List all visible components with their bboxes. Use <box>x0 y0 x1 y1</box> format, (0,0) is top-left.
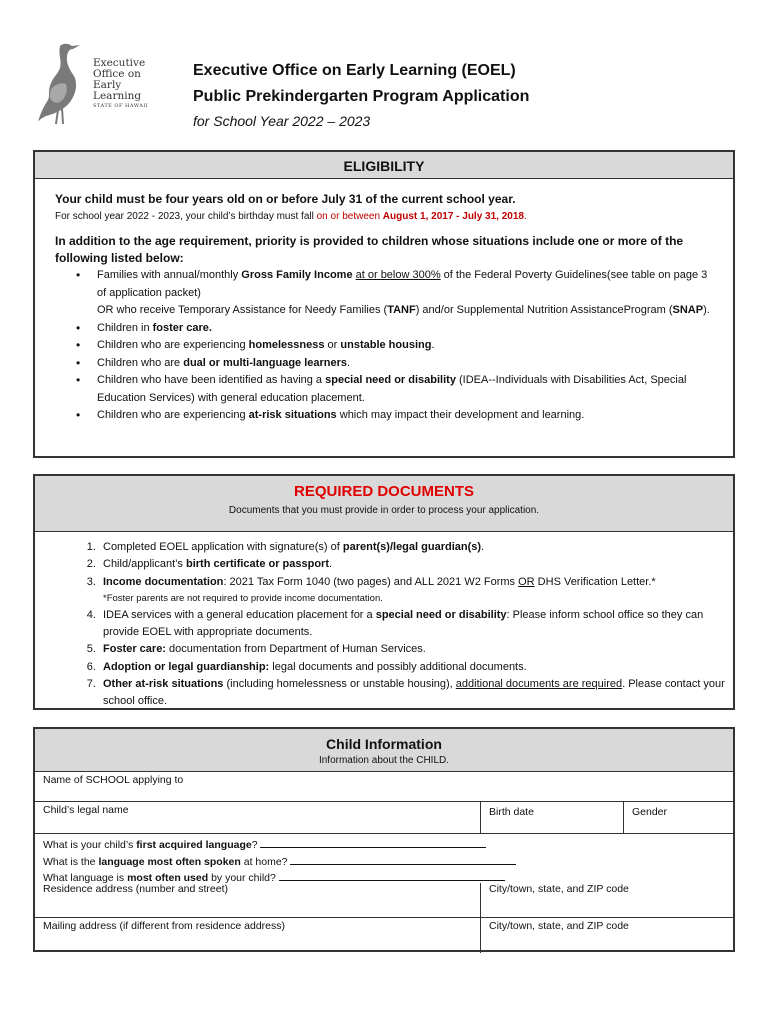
residence-city-field[interactable] <box>480 883 733 917</box>
child-information-description: Information about the CHILD. <box>318 755 450 766</box>
logo-line-4: Learning <box>93 90 142 102</box>
list-item: 7. Other at-risk situations (including homelessness or unstable housing), additional documents are required. Please contact your school office. <box>99 676 733 711</box>
birth-date-field[interactable] <box>480 802 623 833</box>
age-requirement: Your child must be four years old on or before July 31 of the current school year. <box>55 192 516 206</box>
used-language-question[interactable]: What language is most often used by your child? <box>43 870 725 887</box>
required-documents-description: Documents that you must provide in order to process your application. <box>228 505 540 516</box>
document-title: Executive Office on Early Learning (EOEL) <box>193 62 516 79</box>
list-item: • Children who are dual or multi-language learners. <box>97 355 713 373</box>
residence-address-label: Residence address (number and street) <box>43 883 229 895</box>
eligibility-heading: ELIGIBILITY <box>35 152 733 179</box>
priority-list <box>55 267 713 425</box>
mailing-city-field[interactable] <box>480 918 733 953</box>
logo-line-3: Early <box>93 79 122 91</box>
legal-name-field[interactable] <box>35 802 480 833</box>
list-item: 1. Completed EOEL application with signature(s) of parent(s)/legal guardian(s). <box>99 539 733 556</box>
list-item: • Children who have been identified as having a special need or disability (IDEA--Individuals with Disabilities Act, Special Education Services) with general education placement. <box>97 372 713 407</box>
list-item: 3. Income documentation: 2021 Tax Form 1040 (two pages) and ALL 2021 W2 Forms OR DHS Verification Letter.* *Foster parents are not required to provide income documentation. <box>99 574 733 607</box>
child-information-heading: Child Information <box>326 736 442 752</box>
list-item: • Children who are experiencing homelessness or unstable housing. <box>97 337 713 355</box>
list-item: • Children who are experiencing at-risk situations which may impact their development and learning. <box>97 407 713 425</box>
eligibility-section <box>33 150 735 458</box>
logo-line-2: Office on <box>93 68 141 80</box>
foster-note: *Foster parents are not required to provide income documentation. <box>103 592 383 604</box>
document-header <box>193 58 529 132</box>
child-information-section <box>33 727 735 952</box>
mailing-city-label: City/town, state, and ZIP code <box>489 920 629 932</box>
residence-city-label: City/town, state, and ZIP code <box>489 883 629 895</box>
residence-address-field[interactable] <box>35 883 480 917</box>
document-subtitle: Public Prekindergarten Program Application <box>193 88 530 105</box>
gender-label: Gender <box>632 806 668 818</box>
language-questions <box>35 833 733 883</box>
logo-line-1: Executive <box>93 57 146 69</box>
required-documents-heading: REQUIRED DOCUMENTS <box>293 483 474 500</box>
documents-list <box>35 539 733 711</box>
home-language-question[interactable]: What is the language most often spoken at home? <box>43 854 725 871</box>
logo-subtext: STATE OF HAWAII <box>93 103 149 109</box>
school-field-label: Name of SCHOOL applying to <box>43 774 184 786</box>
list-item: 5. Foster care: documentation from Department of Human Services. <box>99 641 733 658</box>
first-language-question[interactable]: What is your child’s first acquired language? <box>43 837 725 854</box>
birthday-range: For school year 2022 - 2023, your child’s birthday must fall on or between August 1, 2017 - July 31, 2018. <box>55 211 527 222</box>
list-item: • Children in foster care. <box>97 320 713 338</box>
gender-field[interactable] <box>623 802 733 833</box>
priority-statement: In addition to the age requirement, priority is provided to children whose situations include one or more of the following listed below: <box>55 234 684 265</box>
mailing-address-field[interactable] <box>35 918 480 953</box>
birth-date-label: Birth date <box>489 806 534 818</box>
mailing-address-label: Mailing address (if different from residence address) <box>43 920 285 932</box>
eoel-logo <box>36 40 151 125</box>
list-item: 2. Child/applicant’s birth certificate or passport. <box>99 556 733 573</box>
required-documents-section <box>33 474 735 710</box>
school-year: for School Year 2022 – 2023 <box>193 113 371 129</box>
bird-logo-icon <box>36 40 96 125</box>
legal-name-label: Child’s legal name <box>43 804 129 816</box>
list-item: • Families with annual/monthly Gross Family Income at or below 300% of the Federal Poverty Guidelines(see table on page 3 of application packet) OR who receive Temporary Assistance for Needy Families (TANF) and/or Supplemental Nutrition AssistanceProgram (SNAP). <box>97 267 713 320</box>
school-field[interactable] <box>35 771 733 801</box>
list-item: 6. Adoption or legal guardianship: legal documents and possibly additional documents. <box>99 659 733 676</box>
list-item: 4. IDEA services with a general education placement for a special need or disability: Please inform school office so they can provide EOEL with appropriate documents. <box>99 607 733 642</box>
